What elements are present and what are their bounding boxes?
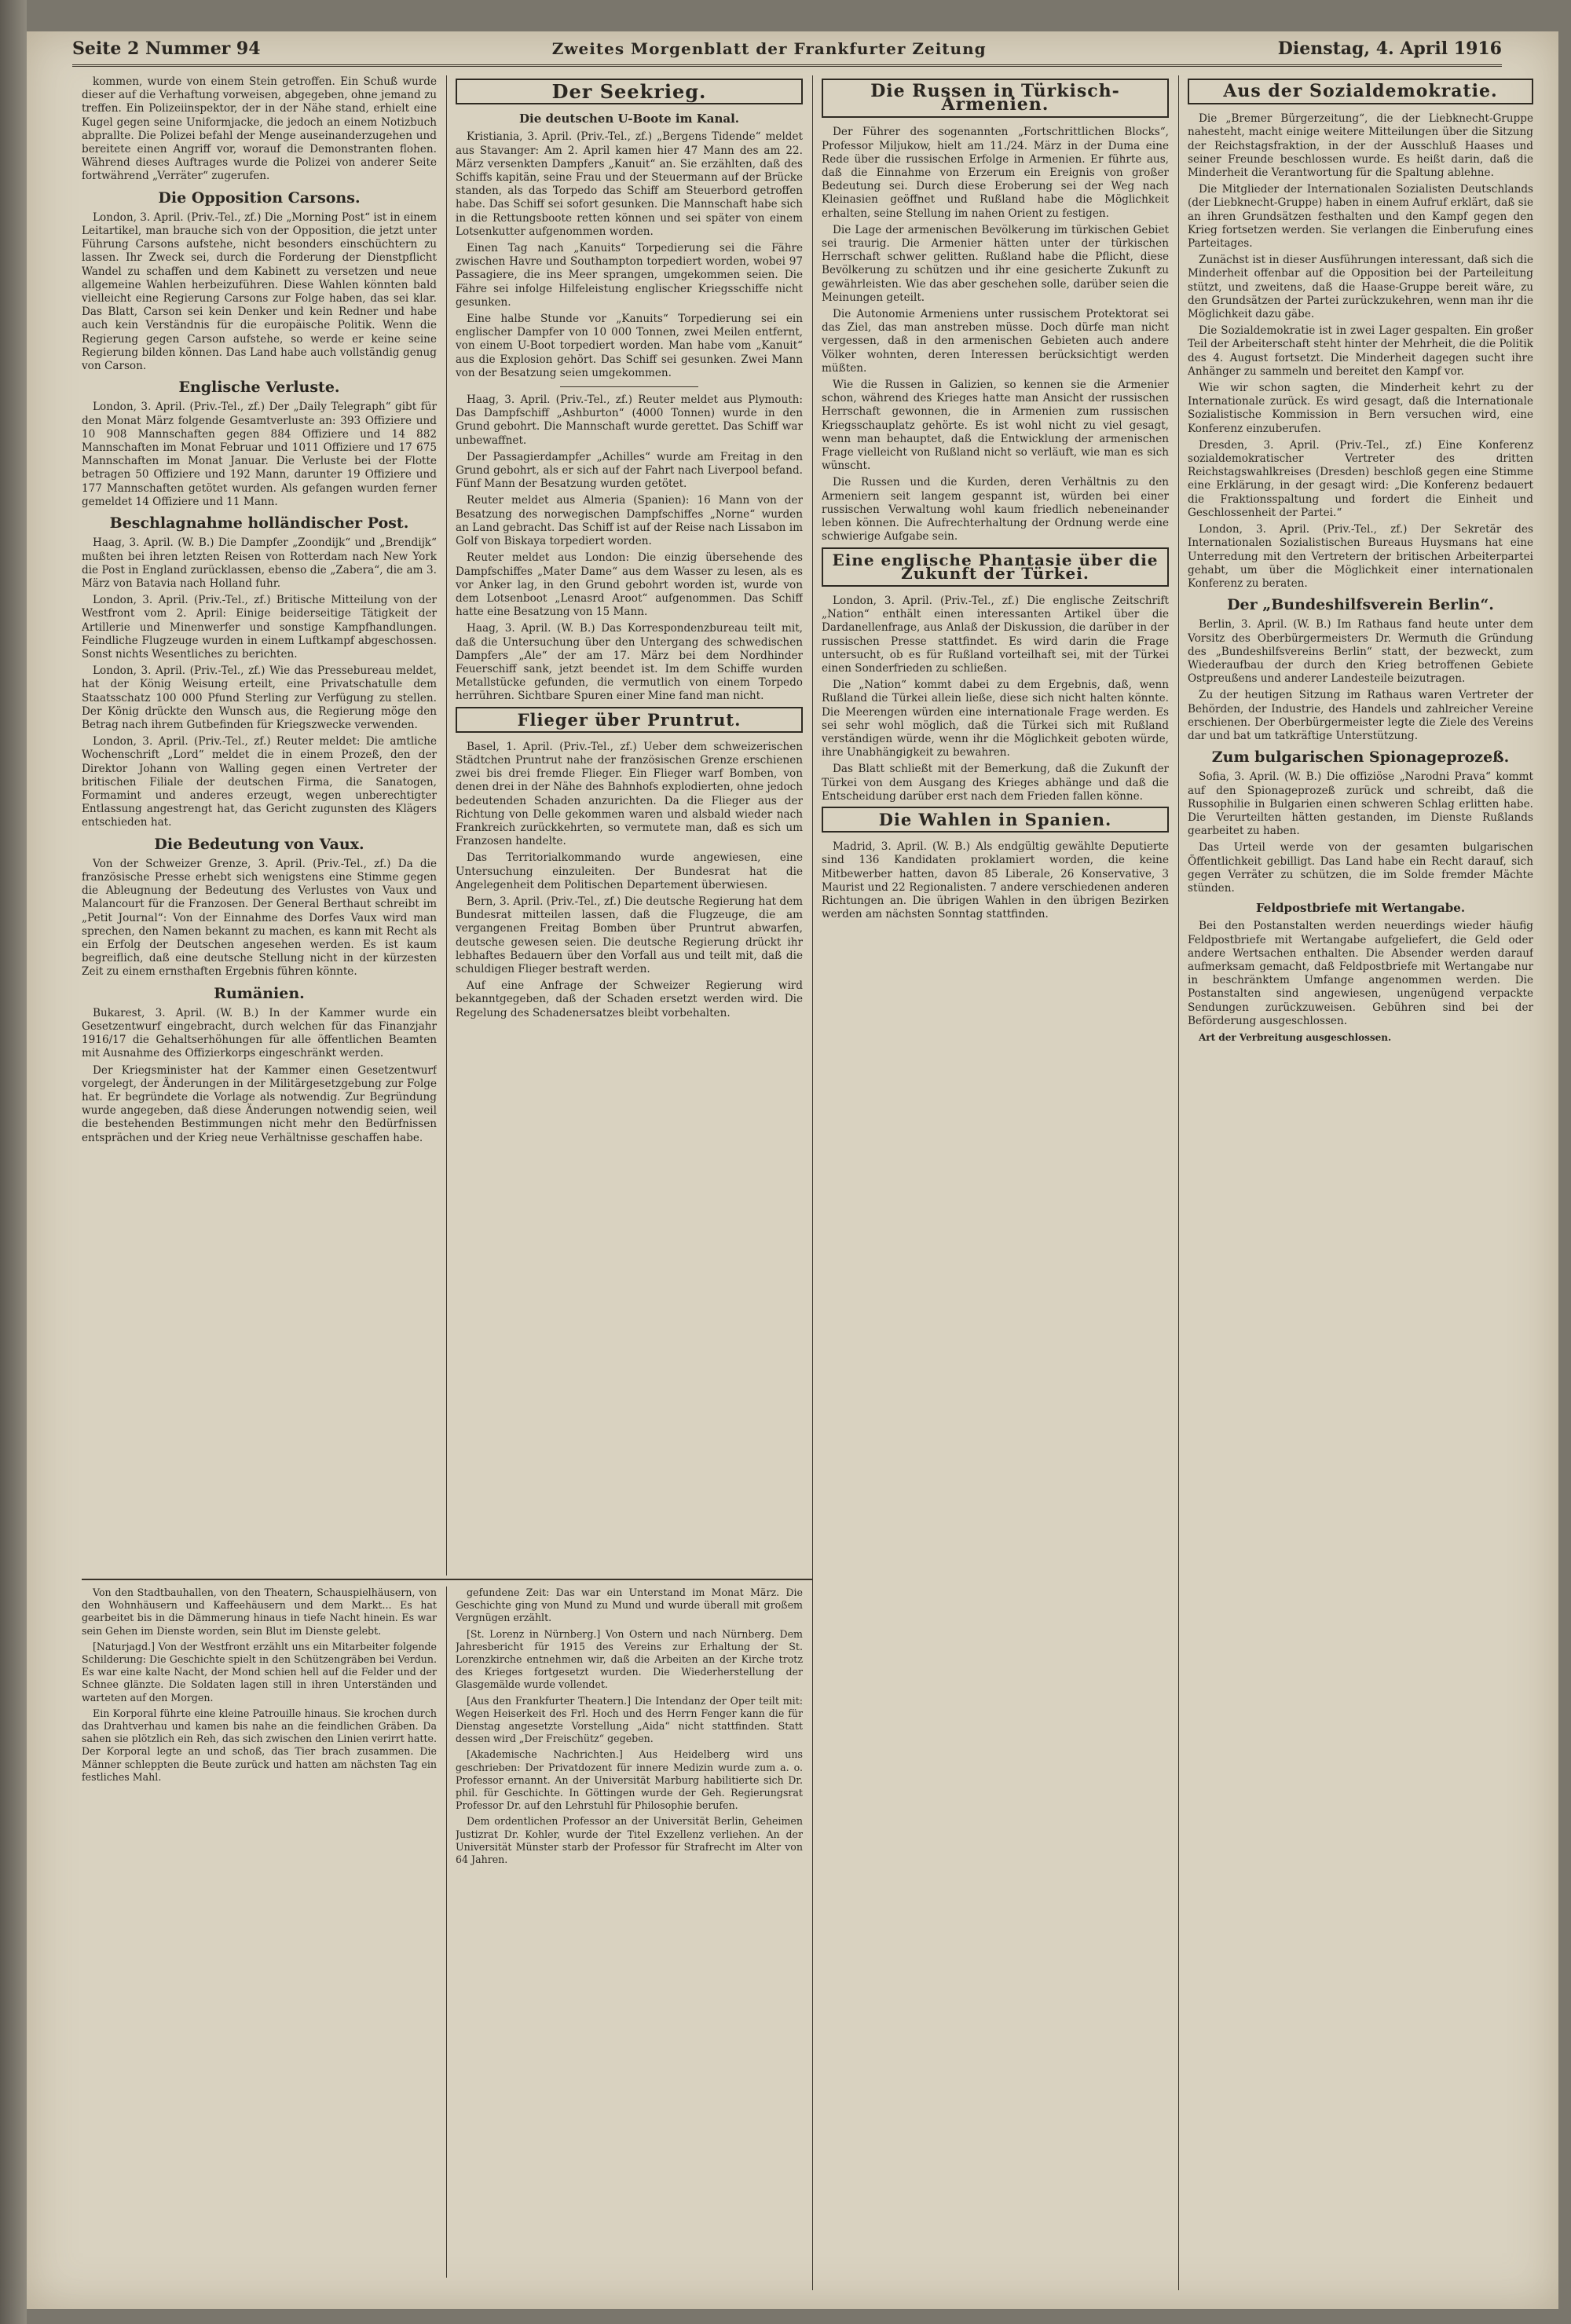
article-text: Die Lage der armenischen Bevölkerung im türkischen Gebiet sei traurig. Die Armenier hätten unter der türkischen Herrschaft schwer gelitten. Rußland habe die Pflicht, diese Bevölkerung zu schützen und ihr eine gesicherte Zukunft zu gewährleisten. Wie das aber geschehen solle, darüber seien die Meinungen geteilt. [822,223,1169,304]
feuilleton-text: [Aus den Frankfurter Theatern.] Die Intendanz der Oper teilt mit: Wegen Heiserkeit des Frl. Hoch und des Herrn Fenger kann die für Dienstag angesetzte Vorstellung „Aida“ nicht stattfinden. Statt dessen wird „Der Freischütz“ gegeben. [456,1694,803,1745]
article-text: Auf eine Anfrage der Schweizer Regierung wird bekanntgegeben, daß der Schaden ersetzt werden wird. Die Regelung des Schadenersatzes bleibt vorbehalten. [456,979,803,1019]
column-rule [446,1587,447,2278]
column-2 [456,75,803,1568]
feuilleton-rule [82,1579,812,1580]
article-text: Bei den Postanstalten werden neuerdings wieder häufig Feldpostbriefe mit Wertangabe aufgeliefert, die Geld oder andere Wertsachen enthalten. Die Absender werden darauf aufmerksam gemacht, daß Feldpostbriefe mit Wertangabe nur in beschränktem Umfange angenommen werden. Die Postanstalten sind angewiesen, ungenügend verpackte Sendungen zurückzuweisen. Gebühren sind bei der Beförderung ausgeschlossen. [1188,920,1533,1027]
article-text: Haag, 3. April. (W. B.) Die Dampfer „Zoondijk“ und „Brendijk“ mußten bei ihren letzten Reisen von Rotterdam nach New York die Post in England zurücklassen, ebenso die „Zabera“, die am 3. März von Batavia nach Holland fuhr. [82,536,437,590]
article-text: London, 3. April. (Priv.-Tel., zf.) Britische Mitteilung von der Westfront vom 2. April: Einige beiderseitige Tätigkeit der Artillerie und Minenwerfer und sonstige Kampfhandlungen. Feindliche Flugzeuge wurden in einem Luftkampf abgeschossen. Sonst nichts Wesentliches zu berichten. [82,594,437,661]
section-header-box [1188,79,1533,104]
article-text: Reuter meldet aus Almeria (Spanien): 16 Mann von der Besatzung des norwegischen Dampfschiffes „Norne“ wurden an Land gebracht. Das Schiff ist auf der Reise nach Lissabon im Golf von Biskaya torpediert worden. [456,494,803,548]
feuilleton-text: [Akademische Nachrichten.] Aus Heidelberg wird uns geschrieben: Der Privatdozent für innere Medizin wurde zum a. o. Professor ernannt. An der Universität Marburg habilitierte sich Dr. phil. für Geschichte. In Göttingen wurde der Geh. Regierungsrat Professor Dr. auf den Lehrstuhl für Philosophie berufen. [456,1748,803,1812]
section-header-box [456,707,803,733]
column-4 [1188,75,1533,2275]
column-1 [82,75,437,1568]
section-title: Die Russen in Türkisch-Armenien. [870,81,1120,115]
article-text: Die „Nation“ kommt dabei zu dem Ergebnis, daß, wenn Rußland die Türkei allein ließe, diese sich nicht halten könnte. Die Meerengen würden eine internationale Frage werden. Es sei sehr wohl möglich, daß die Türkei sich mit Rußland verständigen würde, wenn ihr die Möglichkeit geboten würde, ihre Unabhängigkeit zu bewahren. [822,679,1169,759]
section-title: Die Wahlen in Spanien. [878,809,1112,829]
column-rule [1178,75,1179,2290]
headline: Die Opposition Carsons. [158,188,361,207]
article-text: Basel, 1. April. (Priv.-Tel., zf.) Ueber dem schweizerischen Städtchen Pruntrut nahe der französischen Grenze erschienen zwei bis drei fremde Flieger. Ein Flieger warf Bomben, von denen drei in der Nähe des Bahnhofs explodierten, ohne jedoch bedeutenden Schaden anzurichten. Da die Flieger aus der Richtung von Delle gekommen waren und alsbald wieder nach Frankreich zurückkehrten, so vermutete man, daß es sich um Franzosen handelte. [456,740,803,848]
article-text: Das Urteil werde von der gesamten bulgarischen Öffentlichkeit gebilligt. Das Land habe ein Recht darauf, sich gegen Verräter zu schützen, die im Solde fremder Mächte stünden. [1188,841,1533,895]
feuilleton-text: Von den Stadtbauhallen, von den Theatern, Schauspielhäusern, von den Wohnhäusern und Kaffeehäusern und dem Markt... Es hat gearbeitet bis in die Dämmerung hinaus in tiefe Nacht hinein. Es war sein Gehen im Dienste worden, sein Blut im Dienste gelebt. [82,1587,437,1637]
article-text: Das Blatt schließt mit der Bemerkung, daß die Zukunft der Türkei von dem Ausgang des Krieges abhänge und daß die Entscheidung darüber erst nach dem Frieden fallen könne. [822,763,1169,803]
column-rule [812,75,813,2290]
section-title: Flieger über Pruntrut. [517,709,742,730]
section-header-box [822,79,1169,118]
section-title: Der Seekrieg. [551,80,707,103]
article-text: Haag, 3. April. (W. B.) Das Korrespondenzbureau teilt mit, daß die Untersuchung über den Untergang des schwedischen Dampfers „Ale“ der am 17. März bei dem Nordhinder Feuerschiff sank, jetzt beendet ist. Im dem Schiffe wurden Metallstücke gefunden, die vermutlich von einem Torpedo herrühren. Sichtbare Spuren einer Mine fand man nicht. [456,622,803,703]
article-text: Bern, 3. April. (Priv.-Tel., zf.) Die deutsche Regierung hat dem Bundesrat mitteilen lassen, daß die Flugzeuge, die am vergangenen Freitag Bomben über Pruntrut abwarfen, deutsche gewesen seien. Die deutsche Regierung drückt ihr lebhaftes Bedauern über den Vorfall aus und teilt mit, daß die schuldigen Flieger bestraft werden. [456,895,803,975]
closing-line: Art der Verbreitung ausgeschlossen. [1199,1032,1392,1043]
column-3 [822,75,1169,2275]
article-text: Das Territorialkommando wurde angewiesen, eine Untersuchung einzuleiten. Der Bundesrat hat die Angelegenheit dem Politischen Departement überwiesen. [456,851,803,891]
section-header-box [822,807,1169,833]
headline: Feldpostbriefe mit Wertangabe. [1255,901,1466,916]
article-text: Wie wir schon sagten, die Minderheit kehrt zu der Internationale zurück. Es wird gesagt, daß die Internationale Sozialistische Kommission in Bern versuchen wird, eine Konferenz einzuberufen. [1188,382,1533,435]
article-text: Wie die Russen in Galizien, so kennen sie die Armenier schon, während des Krieges hatte man Ansicht der russischen Herrschaft gewonnen, die in Armenien zum russischen Kriegsschauplatz gehörte. Es ist wohl nicht zu viel gesagt, wenn man behauptet, daß die Entwicklung der armenischen Frage vielleicht von Rußland nicht so verläuft, wie man es sich wünscht. [822,379,1169,473]
headline: Die deutschen U-Boote im Kanal. [518,112,739,126]
article-text: Zunächst ist in dieser Ausführungen interessant, daß sich die Minderheit offenbar auf die Opposition bei der Parteileitung stützt, und zweitens, daß die Haase-Gruppe bereit wäre, zu den Grundsätzen der Partei zurückzukehren, wenn man ihr die Möglichkeit dazu gäbe. [1188,254,1533,321]
headline: Der „Bundeshilfsverein Berlin“. [1227,596,1494,614]
article-text: Von der Schweizer Grenze, 3. April. (Priv.-Tel., zf.) Da die französische Presse erhebt sich wenigstens eine Stimme gegen die Ableugnung der Bedeutung des Verlustes von Vaux und Malancourt für die Franzosen. Der General Berthaut schreibt im „Petit Journal“: Von der Einnahme des Dorfes Vaux wird man sprechen, den Namen bekannt zu machen, es kann mit Recht als ein Erfolg der Deutschen angesehen werden. Es ist kaum begreiflich, daß eine deutsche Stellung nicht in der kürzesten Zeit zu einem ernsthaften Ergebnis führen könnte. [82,857,437,979]
masthead [72,33,1502,67]
feuilleton-left [82,1587,437,2278]
article-text: Reuter meldet aus London: Die einzig übersehende des Dampfschiffes „Mater Dame“ aus dem Wasser zu lesen, als es vor Anker lag, in den Grund gebohrt worden ist, wurde von dem Lotsenboot „Lenasrd Aroot“ aufgenommen. Das Schiff hatte eine Besatzung von 15 Mann. [456,551,803,619]
article-text: London, 3. April. (Priv.-Tel., zf.) Reuter meldet: Die amtliche Wochenschrift „Lord“ meldet die in einem Prozeß, den der Direktor Johann von Walling gegen einen Vertreter der britischen Filiale der deutschen Firma, die Sanatogen, Formamint und anderes erzeugt, wegen unberechtigter Entlassung angestrengt hat, das Gericht zugunsten des Klägers entschieden hat. [82,735,437,829]
newspaper-title: Zweites Morgenblatt der Frankfurter Zeitung [551,39,987,58]
article-text: Eine halbe Stunde vor „Kanuits“ Torpedierung sei ein englischer Dampfer von 10 000 Tonnen, zwei Meilen entfernt, von einem U-Boot torpediert worden. Man habe vom „Kanuit“ aus die Explosion gehört. Das Schiff sei gesunken. Zwei Mann von der Besatzung seien umgekommen. [456,313,803,379]
headline: Rumänien. [214,984,305,1002]
section-title: Aus der Sozialdemokratie. [1223,81,1498,101]
section-header-box [456,79,803,104]
headline: Beschlagnahme holländischer Post. [109,514,409,533]
article-text: London, 3. April. (Priv.-Tel., zf.) Wie das Pressebureau meldet, hat der König Weisung erteilt, eine Privatschatulle dem Staatsschatz 100 000 Pfund Sterling zur Verfügung zu stellen. Der König drückte den Wunsch aus, die Regierung möge den Betrag nach ihrem Gutbefinden für Kriegszwecke verwenden. [82,664,437,731]
article-text: London, 3. April. (Priv.-Tel., zf.) Die „Morning Post“ ist in einem Leitartikel, man brauche sich von der Opposition, die jetzt unter Führung Carsons aufstehe, nicht besonders einschüchtern zu lassen. Ihr Zweck sei, durch die Forderung der Dienstpflicht Wandel zu schaffen und dem Kabinett zu versetzen und neue allgemeine Wahlen herbeizuführen. Diese Wahlen könnten bald vielleicht eine Regierung Carsons zur Folge haben, das sei klar. Das Blatt, Carson sei kein Denker und kein Redner und habe auch kein Verständnis für die europäische Politik. Wenn die Regierung gegen Carson aufstehe, so werde er keine seine Regierung bilden können. Das Land habe auch vollständig genug von Carson. [82,210,437,373]
article-text: Dresden, 3. April. (Priv.-Tel., zf.) Eine Konferenz sozialdemokratischer Vertreter des dritten Reichstagswahlkreises (Dresden) beschloß gegen eine Stimme eine Erklärung, in der gesagt wird: „Die Konferenz bedauert die Fraktionsspaltung und fordert die Einheit und Geschlossenheit der Partei.“ [1188,438,1533,519]
article-text: Bukarest, 3. April. (W. B.) In der Kammer wurde ein Gesetzentwurf eingebracht, durch welchen für das Finanzjahr 1916/17 die Gehaltserhöhungen für alle öffentlichen Beamten mit Ausnahme des Offizierkorps eingeschränkt werden. [82,1006,437,1060]
feuilleton-text: [St. Lorenz in Nürnberg.] Von Ostern und nach Nürnberg. Dem Jahresbericht für 1915 des Vereins zur Erhaltung der St. Lorenzkirche entnehmen wir, daß die Arbeiten an der Kirche trotz des Krieges fortgesetzt wurden. Die Wiederherstellung der Glasgemälde wurde vollendet. [456,1627,803,1691]
headline: Englische Verluste. [178,379,340,397]
article-text: Kristiania, 3. April. (Priv.-Tel., zf.) „Bergens Tidende“ meldet aus Stavanger: Am 2. April kamen hier 47 Mann des am 22. März versenkten Dampfers „Kanuit“ an. Sie erzählten, daß des Schiffs kapitän, seine Frau und der Steuermann auf der Brücke standen, als das Torpedo das Schiff am Steuerbord getroffen habe. Das Schiff sei sofort gesunken. Die Mannschaft habe sich in die Rettungsboote retten können und sei später von einem Lotsenkutter aufgenommen worden. [456,130,803,238]
article-text: Die Mitglieder der Internationalen Sozialisten Deutschlands (der Liebknecht-Gruppe) haben in einem Aufruf erklärt, daß sie an ihren Grundsätzen festhalten und den Kampf gegen den Krieg fortsetzen werden. Sie verlangen die Einberufung eines Parteitages. [1188,183,1533,251]
article-text: Die Autonomie Armeniens unter russischem Protektorat sei das Ziel, das man anstreben müsse. Doch dürfe man nicht vergessen, daß in den armenischen Gebieten auch andere Völker wohnten, deren Interessen berücksichtigt werden müßten. [822,308,1169,375]
article-text: Die Russen und die Kurden, deren Verhältnis zu den Armeniern seit langem gespannt ist, würden bei einer russischen Verwaltung wohl kaum friedlich nebeneinander leben können. Die Aufrechterhaltung der Ordnung werde eine schwierige Aufgabe sein. [822,476,1169,543]
article-text: Sofia, 3. April. (W. B.) Die offiziöse „Narodni Prava“ kommt auf den Spionageprozeß zurück und schreibt, daß die Russophilie in Bulgarien einen schweren Schlag erlitten habe. Die Verurteilten hätten gestanden, im Dienste Rußlands gearbeitet zu haben. [1188,770,1533,838]
column-rule [446,75,447,1576]
section-title: Eine englische Phantasie über die Zukunft der Türkei. [832,550,1159,583]
article-text: London, 3. April. (Priv.-Tel., zf.) Die englische Zeitschrift „Nation“ enthält einen interessanten Artikel über die Dardanellenfrage, aus Anlaß der Diskussion, die darüber in der russischen Presse stattfindet. Es wird darin die Frage untersucht, ob es für Rußland vorteilhaft sei, mit der Türkei einen Sonderfrieden zu schließen. [822,594,1169,675]
article-text: kommen, wurde von einem Stein getroffen. Ein Schuß wurde dieser auf die Verhaftung vorweisen, abgegeben, ohne jemand zu treffen. Ein Polizeiinspektor, der in der Nähe stand, erhielt eine Kugel gegen seine Uniformjacke, die jedoch an einem Notizbuch abprallte. Die Polizei befahl der Menge auseinanderzugehen und bereitete einen Angriff vor, worauf die Demonstranten flohen. Während dieses Auftrages wurde die Polizei von anderer Seite fortwährend „Verräter“ zugerufen. [82,75,437,183]
headline: Zum bulgarischen Spionageprozeß. [1211,748,1510,767]
article-text: Zu der heutigen Sitzung im Rathaus waren Vertreter der Behörden, der Industrie, des Handels und zahlreicher Vereine erschienen. Der Oberbürgermeister legte die Ziele des Vereins dar und bat um tatkräftige Unterstützung. [1188,689,1533,742]
article-text: Haag, 3. April. (Priv.-Tel., zf.) Reuter meldet aus Plymouth: Das Dampfschiff „Ashburton“ (4000 Tonnen) wurde in den Grund gebohrt. Die Mannschaft wurde gerettet. Das Schiff war unbewaffnet. [456,393,803,447]
feuilleton-text: gefundene Zeit: Das war ein Unterstand im Monat März. Die Geschichte ging von Mund zu Mund und wurde überall mit großem Vergnügen erzählt. [456,1587,803,1624]
feuilleton-right [456,1587,803,2278]
page-number: Seite 2 Nummer 94 [72,38,261,59]
article-text: Der Kriegsminister hat der Kammer einen Gesetzentwurf vorgelegt, der Änderungen in der Militärgesetzgebung zur Folge hat. Er begründete die Vorlage als notwendig. Zur Begründung wurde angegeben, daß diese Änderungen notwendig seien, weil die bestehenden Bestimmungen nicht mehr den Bedürfnissen entsprächen und der Krieg neue Verhältnisse geschaffen habe. [82,1063,437,1144]
article-text: Einen Tag nach „Kanuits“ Torpedierung sei die Fähre zwischen Havre und Southampton torpediert worden, wobei 97 Passagiere, die ins Meer sprangen, umgekommen seien. Die Fähre sei infolge Hilfeleistung englischer Kriegsschiffe nicht gesunken. [456,242,803,309]
feuilleton-text: Ein Korporal führte eine kleine Patrouille hinaus. Sie krochen durch das Drahtverhau und kamen bis nahe an die feindlichen Gräben. Da sahen sie plötzlich ein Reh, das sich zwischen den Linien verirrt hatte. Der Korporal legte an und schoß, das Tier brach zusammen. Die Männer schleppten die Beute zurück und hatten am nächsten Tag ein festliches Mahl. [82,1707,437,1783]
issue-date: Dienstag, 4. April 1916 [1277,38,1502,59]
article-text: Berlin, 3. April. (W. B.) Im Rathaus fand heute unter dem Vorsitz des Oberbürgermeisters Dr. Wermuth die Gründung des „Bundeshilfsvereins Berlin“ statt, der bezweckt, zum Wiederaufbau der durch den Krieg betroffenen Gebiete Ostpreußens und anderer Landesteile beizutragen. [1188,618,1533,686]
headline: Die Bedeutung von Vaux. [154,835,364,853]
page-edge [0,0,27,2324]
article-text: Die „Bremer Bürgerzeitung“, die der Liebknecht-Gruppe nahesteht, macht einige weitere Mitteilungen über die Sitzung der Reichstagsfraktion, in der der Ausschluß Haases und seiner Freunde beschlossen wurde. Es heißt darin, daß die Minderheit die Verantwortung für die Spaltung ablehne. [1188,112,1533,180]
article-text: Die Sozialdemokratie ist in zwei Lager gespalten. Ein großer Teil der Arbeiterschaft steht hinter der Mehrheit, die die Politik des 4. August fortsetzt. Die Minderheit dagegen sucht ihre Anhänger zu sammeln und bereitet den Kampf vor. [1188,324,1533,378]
article-text: London, 3. April. (Priv.-Tel., zf.) Der „Daily Telegraph“ gibt für den Monat März folgende Gesamtverluste an: 393 Offiziere und 10 908 Mannschaften gegen 884 Offiziere und 14 882 Mannschaften im Monat Februar und 1011 Offiziere und 17 675 Mannschaften im Monat Januar. Die Verluste bei der Flotte betragen 50 Offiziere und 192 Mann, darunter 19 Offiziere und 177 Mannschaften getötet wurden. Als gefangen wurden ferner gemeldet 14 Offiziere und 11 Mann. [82,401,437,508]
article-text: Der Passagierdampfer „Achilles“ wurde am Freitag in den Grund gebohrt, als er sich auf der Fahrt nach Liverpool befand. Fünf Mann der Besatzung wurden getötet. [456,450,803,491]
feuilleton-text: [Naturjagd.] Von der Westfront erzählt uns ein Mitarbeiter folgende Schilderung: Die Geschichte spielt in den Schützengräben bei Verdun. Es war eine kalte Nacht, der Mond schien hell auf die Felder und der Schnee glänzte. Die Soldaten lagen still in ihren Unterständen und warteten auf den Morgen. [82,1640,437,1704]
separator [560,386,699,387]
article-text: Madrid, 3. April. (W. B.) Als endgültig gewählte Deputierte sind 136 Kandidaten proklamiert worden, die keine Mitbewerber hatten, davon 85 Liberale, 26 Konservative, 3 Maurist und 22 Regionalisten. 7 andere verschiedenen anderen Richtungen an. Die übrigen Wahlen in den übrigen Bezirken werden am nächsten Sonntag stattfinden. [822,840,1169,921]
feuilleton-text: Dem ordentlichen Professor an der Universität Berlin, Geheimen Justizrat Dr. Kohler, wurde der Titel Exzellenz verliehen. An der Universität Münster starb der Professor für Strafrecht im Alter von 64 Jahren. [456,1815,803,1866]
article-text: Der Führer des sogenannten „Fortschrittlichen Blocks“, Professor Miljukow, hielt am 11./24. März in der Duma eine Rede über die russischen Erfolge in Armenien. Er führte aus, daß die Einnahme von Erzerum ein Ereignis von großer Bedeutung sei. Durch diese Eroberung sei der Weg nach Kleinasien geöffnet und Rußland habe die Möglichkeit erhalten, seine Stellung im nahen Orient zu festigen. [822,126,1169,220]
section-header-box [822,547,1169,587]
article-text: London, 3. April. (Priv.-Tel., zf.) Der Sekretär des Internationalen Sozialistischen Bureaus Huysmans hat eine Unterredung mit den Vertretern der britischen Arbeiterpartei gehabt, um über die Möglichkeit einer internationalen Konferenz zu beraten. [1188,523,1533,590]
